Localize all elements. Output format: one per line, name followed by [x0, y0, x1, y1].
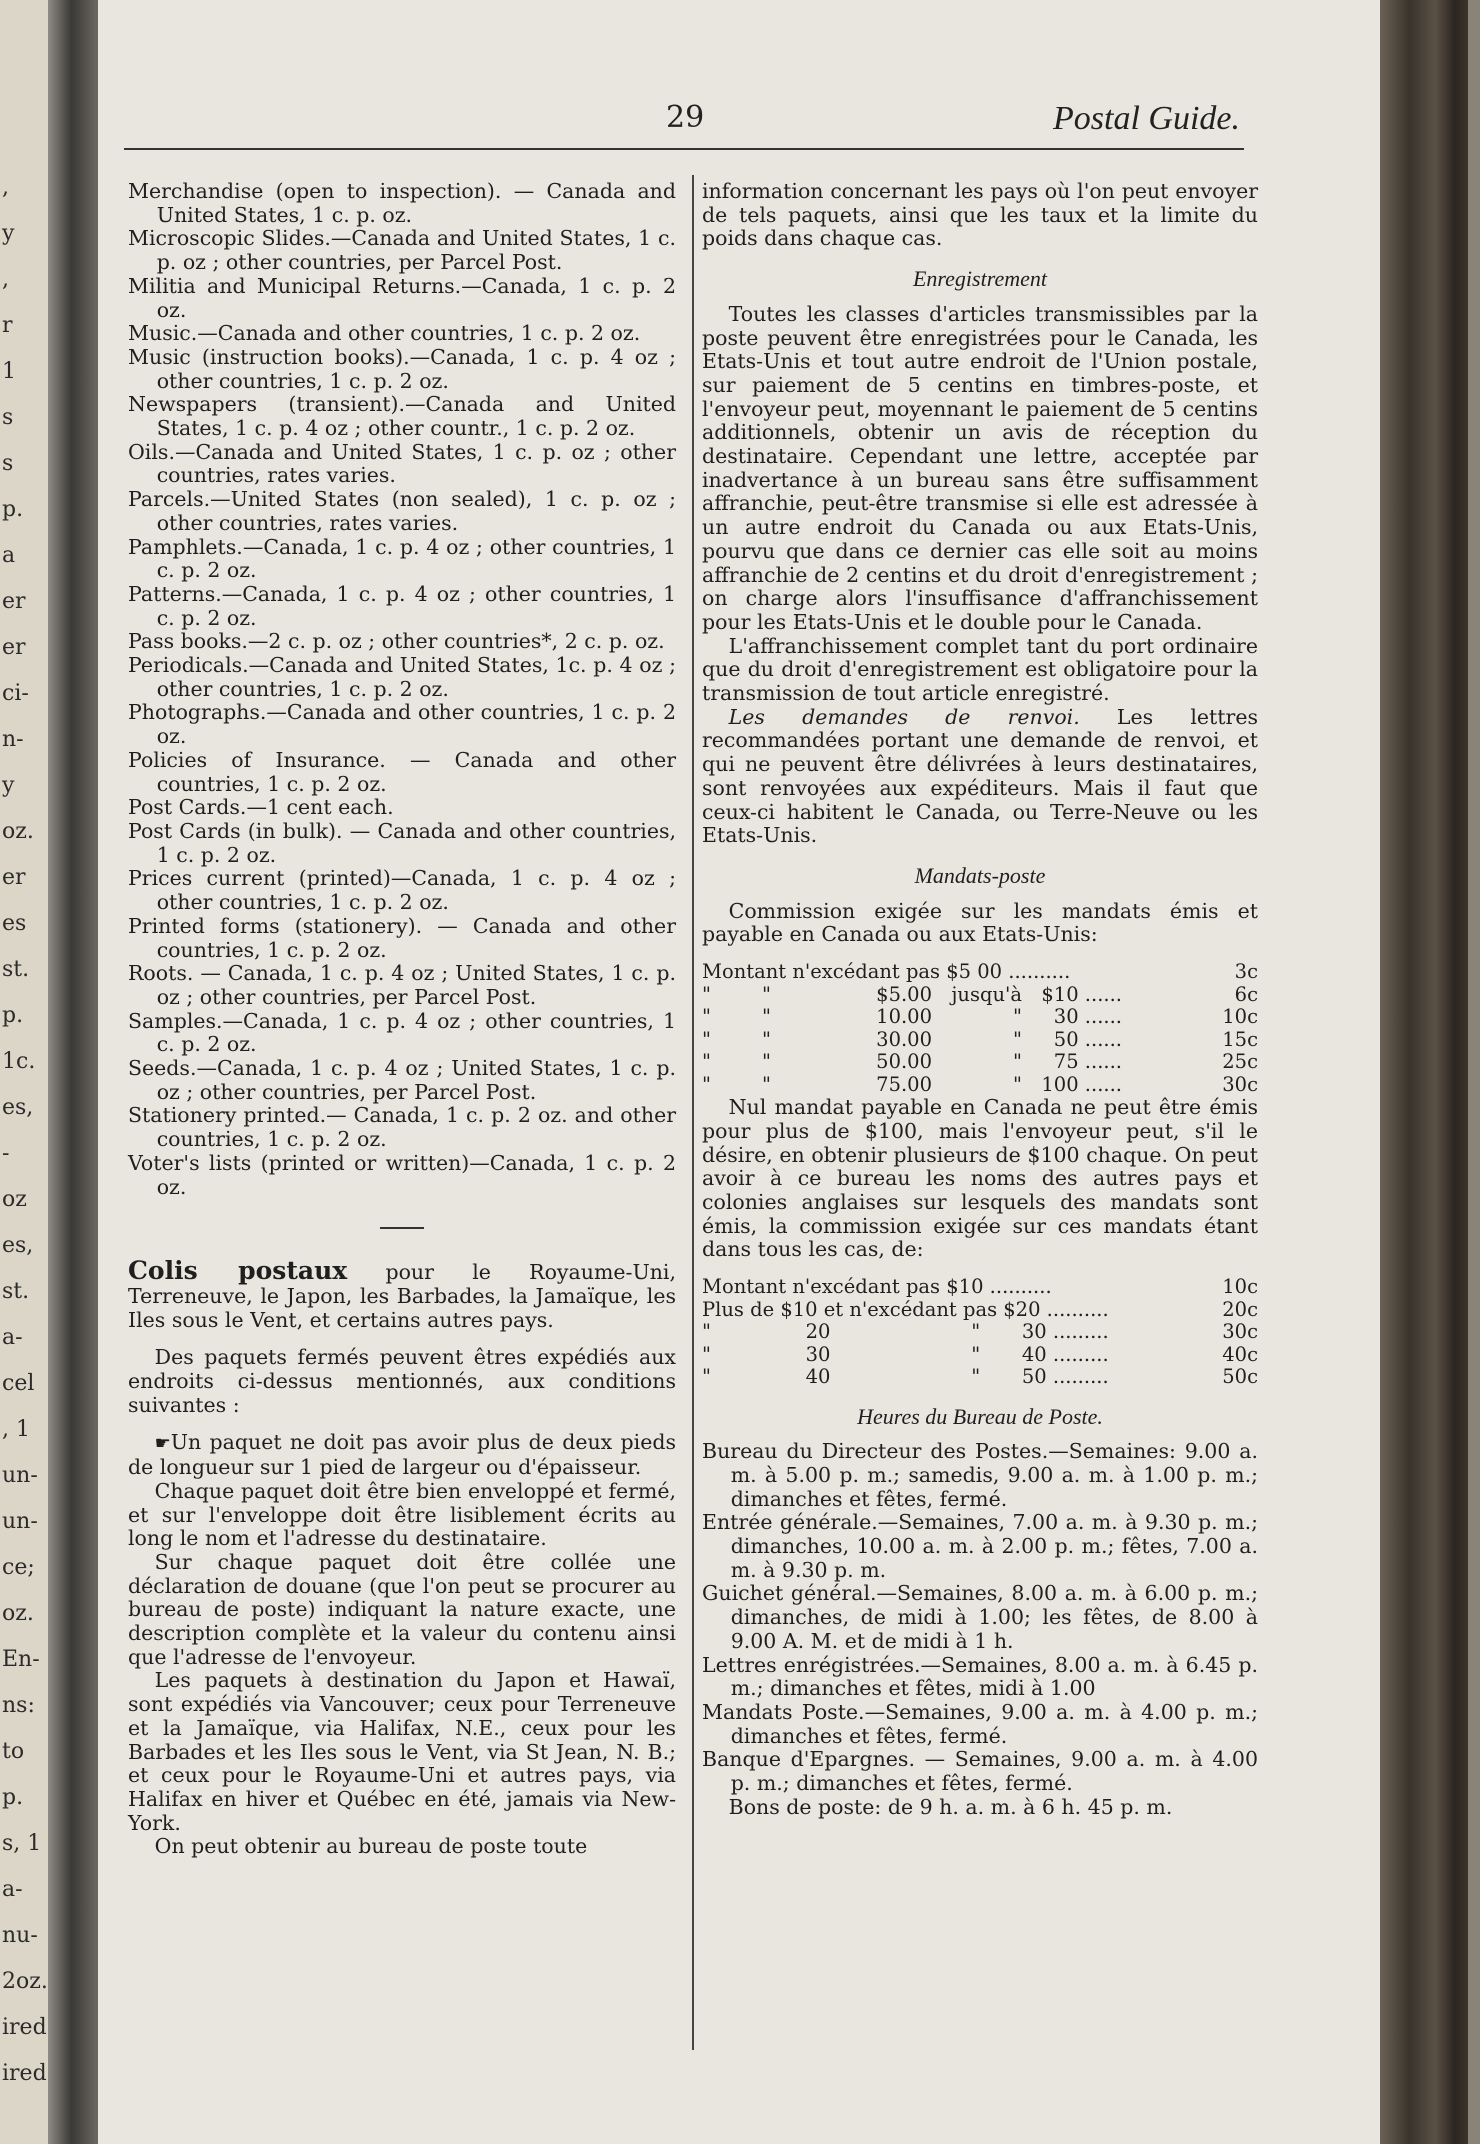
page-number: 29	[666, 100, 705, 135]
left-page-fragment: 1c.	[2, 1049, 36, 1074]
renvoi-text: Les lettres recommandées portant une demande de renvoi, et qui ne peuvent être délivrées à leurs destinataires, sont renvoyées aux expéditeurs. Mais il faut que ceux-ci habitent le Canada, ou Terre-Neuve ou les Etats-Unis.	[702, 704, 1258, 848]
mandats-intro: Commission exigée sur les mandats émis et payable en Canada ou aux Etats-Unis:	[702, 898, 1258, 947]
office-hours-entry: Lettres enrégistrées.—Semaines, 8.00 a. m. à 6.45 p. m.; dimanches et fêtes, midi à 1.00	[702, 1652, 1258, 1701]
rate-entry: Roots. — Canada, 1 c. p. 4 oz ; United States, 1 c. p. oz ; other countries, per Parcel Post.	[128, 961, 676, 1009]
commission-row	[702, 984, 1258, 1007]
commission-cell: 75 ......	[1053, 1050, 1122, 1074]
commission-cell: "	[762, 1027, 771, 1051]
commission-fee: 30c	[1222, 1072, 1258, 1096]
rate-entry: Newspapers (transient).—Canada and United States, 1 c. p. 4 oz ; other countr., 1 c. p. 2 oz.	[128, 392, 676, 441]
left-page-fragment: er	[2, 589, 26, 614]
office-hours-entry: Guichet général.—Semaines, 8.00 a. m. à 6.00 p. m.; dimanches, de midi à 1.00; les fêtes, de 8.00 à 9.00 A. M. et de midi à 1 h.	[702, 1581, 1258, 1653]
colis-paragraph: Chaque paquet doit être bien enveloppé et fermé, et sur l'enveloppe doit être lisiblement écrits au long le nom et l'adresse du destinataire.	[128, 1478, 676, 1551]
enregistrement-paragraph: Toutes les classes d'articles transmissibles par la poste peuvent être enregistrées pour le Canada, les Etats-Unis et tout autre endroit de l'Union postale, sur paiement de 5 centins en timbres-poste, et l'envoyeur peut, moyennant le paiement de 5 centins additionnels, obtenir un avis de réception du destinataire. Cependant une lettre, acceptée par inadvertance à un bureau sans être suffisamment affranchie, peut-être transmise si elle est adressée à un autre endroit du Canada ou aux Etats-Unis, pourvu que dans ce dernier cas elle soit au moins affranchie de 2 centins et du droit d'enregistrement ; on charge alors l'insuffisance d'affranchissement pour les Etats-Unis et le double pour le Canada.	[702, 301, 1258, 634]
commission-cell: "	[971, 1320, 981, 1344]
commission-row	[702, 1029, 1258, 1052]
running-title: Postal Guide.	[1053, 100, 1240, 137]
rate-entry: Post Cards.—1 cent each.	[128, 795, 394, 820]
rate-entry: Parcels.—United States (non sealed), 1 c. p. oz ; other countries, rates varies.	[128, 487, 676, 535]
commission-fee: 6c	[1234, 982, 1258, 1006]
bons-de-poste: Bons de poste: de 9 h. a. m. à 6 h. 45 p. m.	[728, 1794, 1173, 1819]
book-edge	[1380, 0, 1480, 2144]
commission-row	[702, 1074, 1258, 1097]
rate-entry: Seeds.—Canada, 1 c. p. 4 oz ; United States, 1 c. p. oz ; other countries, per Parcel Post.	[128, 1056, 676, 1104]
left-page-fragment: p.	[2, 497, 24, 522]
left-page-fragment: n-	[2, 727, 24, 752]
commission-cell: 10.00	[876, 1005, 932, 1029]
commission-cell: "	[1013, 1027, 1022, 1051]
commission-cell: 40	[805, 1365, 831, 1389]
rate-entry: Microscopic Slides.—Canada and United States, 1 c. p. oz ; other countries, per Parcel Post.	[128, 226, 676, 275]
commission-cell: "	[702, 1072, 711, 1096]
left-page-fragment: a	[2, 543, 16, 568]
left-page-fragment: ired	[2, 2015, 47, 2040]
colis-paragraph: On peut obtenir au bureau de poste toute	[154, 1834, 588, 1859]
header-rule	[124, 148, 1244, 150]
office-hours-entry: Entrée générale.—Semaines, 7.00 a. m. à 9.30 p. m.; dimanches, 10.00 a. m. à 2.00 p. m.; fêtes, 7.00 a. m. à 9.30 p. m.	[702, 1510, 1258, 1582]
commission-cell: "	[702, 1050, 711, 1074]
rate-entry: Oils.—Canada and United States, 1 c. p. oz ; other countries, rates varies.	[128, 439, 676, 488]
left-page-fragment: es	[2, 911, 27, 936]
commission-range: Montant n'excédant pas $10 ..........	[702, 1275, 1052, 1299]
commission-row	[702, 1276, 1258, 1299]
rate-list	[128, 180, 676, 1199]
left-page-fragment: y	[2, 221, 15, 246]
commission-fee: 25c	[1222, 1050, 1258, 1074]
commission-cell: "	[762, 982, 771, 1006]
commission-cell: "	[762, 1072, 771, 1096]
commission-row	[702, 1299, 1258, 1322]
column-rule	[692, 175, 694, 2050]
commission-table-other	[702, 1276, 1258, 1389]
commission-fee: 3c	[1234, 960, 1258, 984]
left-page-fragment: nu-	[2, 1923, 38, 1948]
left-page-fragment: 1	[2, 359, 16, 384]
commission-table-canada	[702, 961, 1258, 1096]
colis-paragraph: Les paquets à destination du Japon et Hawaï, sont expédiés via Vancouver; ceux pour Terreneuve et la Jamaïque, via Halifax, N.E., ceux pour les Barbades et les Iles sous le Vent, via St Jean, N. B.; et ceux pour le Royaume-Uni et autres pays, via Halifax en hiver et Québec en été, jamais via New-York.	[128, 1668, 676, 1835]
commission-cell: 30	[805, 1342, 831, 1366]
section-heading-enregistrement: Enregistrement	[912, 266, 1047, 292]
commission-fee: 30c	[1222, 1320, 1258, 1344]
rate-entry: Merchandise (open to inspection). — Canada and United States, 1 c. p. oz.	[128, 179, 676, 227]
book-gutter	[48, 0, 100, 2144]
section-heading-mandats: Mandats-poste	[914, 862, 1046, 888]
commission-cell: 50.00	[876, 1050, 932, 1074]
commission-range: Montant n'excédant pas $5 00 ..........	[702, 960, 1071, 984]
commission-cell: 40 .........	[1021, 1342, 1109, 1366]
commission-cell: 50 .........	[1021, 1365, 1109, 1389]
left-page-fragment: es,	[2, 1095, 34, 1120]
commission-fee: 50c	[1222, 1365, 1258, 1389]
left-page-fragment: oz.	[2, 1601, 34, 1626]
commission-cell: "	[1013, 1050, 1022, 1074]
commission-cell: 20	[805, 1320, 831, 1344]
enregistrement-paragraph: L'affranchissement complet tant du port ordinaire que du droit d'enregistrement est obligatoire pour la transmission de tout article enregistré.	[702, 633, 1258, 706]
commission-cell: "	[702, 982, 711, 1006]
commission-cell: "	[762, 1050, 771, 1074]
left-page-fragment: ce;	[2, 1555, 35, 1580]
commission-fee: 40c	[1222, 1342, 1258, 1366]
left-page-fragment: ,	[2, 175, 9, 200]
commission-row	[702, 1366, 1258, 1389]
left-page-fragment: , 1	[2, 1417, 30, 1442]
rate-entry: Patterns.—Canada, 1 c. p. 4 oz ; other countries, 1 c. p. 2 oz.	[128, 581, 676, 630]
left-page-fragment: En-	[2, 1647, 40, 1672]
commission-cell: 75.00	[876, 1072, 932, 1096]
left-page-fragment: ns:	[2, 1693, 35, 1718]
rate-entry: Periodicals.—Canada and United States, 1c. p. 4 oz ; other countries, 1 c. p. 2 oz.	[128, 653, 676, 701]
rate-entry: Music.—Canada and other countries, 1 c. p. 2 oz.	[128, 321, 641, 346]
left-page-fragment: 2oz.	[2, 1969, 48, 1994]
colis-paragraph	[128, 1431, 676, 1479]
commission-cell: "	[1013, 1005, 1022, 1029]
commission-range: Plus de $10 et n'excédant pas $20 ..........	[702, 1297, 1109, 1321]
left-page-fragment: p.	[2, 1003, 24, 1028]
colis-title: Colis postaux	[128, 1256, 348, 1286]
left-page-fragment: ,	[2, 267, 9, 292]
office-hours-entry: Mandats Poste.—Semaines, 9.00 a. m. à 4.00 p. m.; dimanches et fêtes, fermé.	[702, 1699, 1258, 1748]
left-page-fragment: un-	[2, 1509, 38, 1534]
commission-fee: 10c	[1222, 1275, 1258, 1299]
left-column	[128, 180, 676, 1859]
left-page-fragment: a-	[2, 1325, 23, 1350]
commission-row	[702, 1344, 1258, 1367]
commission-cell: "	[1013, 1072, 1022, 1096]
right-column	[702, 180, 1258, 1819]
commission-cell: "	[702, 1320, 711, 1344]
rate-entry: Militia and Municipal Returns.—Canada, 1 c. p. 2 oz.	[128, 273, 676, 322]
rate-entry: Pamphlets.—Canada, 1 c. p. 4 oz ; other countries, 1 c. p. 2 oz.	[128, 534, 676, 583]
left-page-fragment: r	[2, 313, 13, 338]
office-hours-entry: Banque d'Epargnes. — Semaines, 9.00 a. m. à 4.00 p. m.; dimanches et fêtes, fermé.	[702, 1747, 1258, 1796]
office-hours-list	[702, 1440, 1258, 1796]
commission-cell: 30 .........	[1021, 1320, 1109, 1344]
commission-fee: 10c	[1222, 1005, 1258, 1029]
left-page-fragment: s, 1	[2, 1831, 42, 1856]
commission-cell: "	[971, 1342, 981, 1366]
rate-entry: Post Cards (in bulk). — Canada and other countries, 1 c. p. 2 oz.	[128, 818, 676, 867]
book-edge-light	[1468, 0, 1480, 2144]
office-hours-entry: Bureau du Directeur des Postes.—Semaines: 9.00 a. m. à 5.00 p. m.; samedis, 9.00 a. m. à 1.00 p. m.; dimanches et fêtes, fermé.	[702, 1439, 1258, 1511]
left-page-fragment: s	[2, 451, 14, 476]
left-page-fragment: oz.	[2, 819, 34, 844]
commission-cell: 30.00	[876, 1027, 932, 1051]
left-page-fragment: p.	[2, 1785, 24, 1810]
commission-cell: 100 ......	[1041, 1072, 1122, 1096]
commission-cell: 30 ......	[1053, 1005, 1122, 1029]
commission-cell: "	[762, 1005, 771, 1029]
left-page-fragment: oz	[2, 1187, 27, 1212]
enregistrement-paragraph	[702, 706, 1258, 848]
mandats-paragraph: Nul mandat payable en Canada ne peut être émis pour plus de $100, mais l'envoyeur peut, s'il le désire, en obtenir plusieurs de $100 chaque. On peut avoir à ce bureau les noms des autres pays et colonies anglaises sur lesquels des mandats sont émis, la commission exigée sur ces mandats étant dans tous les cas, de:	[702, 1095, 1258, 1262]
commission-row	[702, 1051, 1258, 1074]
left-page-fragment: er	[2, 865, 26, 890]
left-page-fragment: er	[2, 635, 26, 660]
left-page-fragment: a-	[2, 1877, 23, 1902]
left-page-fragment: -	[2, 1141, 10, 1166]
left-page-fragment: cel	[2, 1371, 35, 1396]
rate-entry: Samples.—Canada, 1 c. p. 4 oz ; other countries, 1 c. p. 2 oz.	[128, 1008, 676, 1057]
commission-cell: "	[702, 1027, 711, 1051]
commission-cell: "	[702, 1342, 711, 1366]
left-page-fragment: s	[2, 405, 14, 430]
commission-fee: 15c	[1222, 1027, 1258, 1051]
commission-cell: "	[702, 1005, 711, 1029]
colis-heading	[128, 1256, 676, 1332]
left-page-fragment: ci-	[2, 681, 29, 706]
left-page-fragment: y	[2, 773, 15, 798]
left-page-fragment: st.	[2, 957, 30, 982]
commission-row	[702, 1006, 1258, 1029]
commission-cell: 50 ......	[1053, 1027, 1122, 1051]
rate-entry: Photographs.—Canada and other countries, 1 c. p. 2 oz.	[128, 700, 676, 749]
rate-entry: Music (instruction books).—Canada, 1 c. p. 4 oz ; other countries, 1 c. p. 2 oz.	[128, 344, 676, 393]
left-page-fragment: st.	[2, 1279, 30, 1304]
commission-cell: "	[702, 1365, 711, 1389]
colis-paragraph: Sur chaque paquet doit être collée une déclaration de douane (que l'on peut se procurer au bureau de poste) indiquant la nature exacte, une description complète et la valeur du contenu ainsi que l'adresse de l'envoyeur.	[128, 1549, 676, 1669]
commission-cell: "	[971, 1365, 981, 1389]
left-page-fragment: to	[2, 1739, 25, 1764]
colis-paragraph: Des paquets fermés peuvent êtres expédiés aux endroits ci-dessus mentionnés, aux conditions suivantes :	[128, 1345, 676, 1417]
pointing-hand-icon: ☛	[154, 1433, 171, 1455]
commission-cell: $5.00	[876, 982, 932, 1006]
colis-paragraph-text: Un paquet ne doit pas avoir plus de deux pieds de longueur sur 1 pied de largeur ou d'épaisseur.	[128, 1430, 676, 1480]
rate-entry: Voter's lists (printed or written)—Canada, 1 c. p. 2 oz.	[128, 1150, 676, 1199]
commission-cell: $10 ......	[1041, 982, 1122, 1006]
colis-intro: pour le Royaume-Uni, Terreneuve, le Japon, les Barbades, la Jamaïque, les Iles sous le Vent, et certains autres pays.	[128, 1260, 676, 1332]
section-heading-heures: Heures du Bureau de Poste.	[857, 1403, 1103, 1429]
commission-row	[702, 1321, 1258, 1344]
page-header	[98, 100, 1380, 150]
left-page-fragment: ired	[2, 2061, 47, 2086]
left-page-fragment: un-	[2, 1463, 38, 1488]
commission-fee: 20c	[1222, 1297, 1258, 1321]
rate-entry: Stationery printed.— Canada, 1 c. p. 2 oz. and other countries, 1 c. p. 2 oz.	[128, 1103, 676, 1152]
commission-row	[702, 961, 1258, 984]
rate-entry: Prices current (printed)—Canada, 1 c. p. 4 oz ; other countries, 1 c. p. 2 oz.	[128, 866, 676, 915]
rate-entry: Policies of Insurance. — Canada and other countries, 1 c. p. 2 oz.	[128, 747, 676, 796]
rate-entry: Pass books.—2 c. p. oz ; other countries*, 2 c. p. oz.	[128, 629, 665, 654]
commission-cell: jusqu'à	[951, 982, 1022, 1006]
rate-entry: Printed forms (stationery). — Canada and other countries, 1 c. p. 2 oz.	[128, 913, 676, 962]
left-page-fragment: es,	[2, 1233, 34, 1258]
renvoi-label: Les demandes de renvoi.	[728, 704, 1080, 729]
info-paragraph: information concernant les pays où l'on peut envoyer de tels paquets, ainsi que les taux et la limite du poids dans chaque cas.	[702, 179, 1258, 251]
section-divider	[380, 1227, 424, 1229]
